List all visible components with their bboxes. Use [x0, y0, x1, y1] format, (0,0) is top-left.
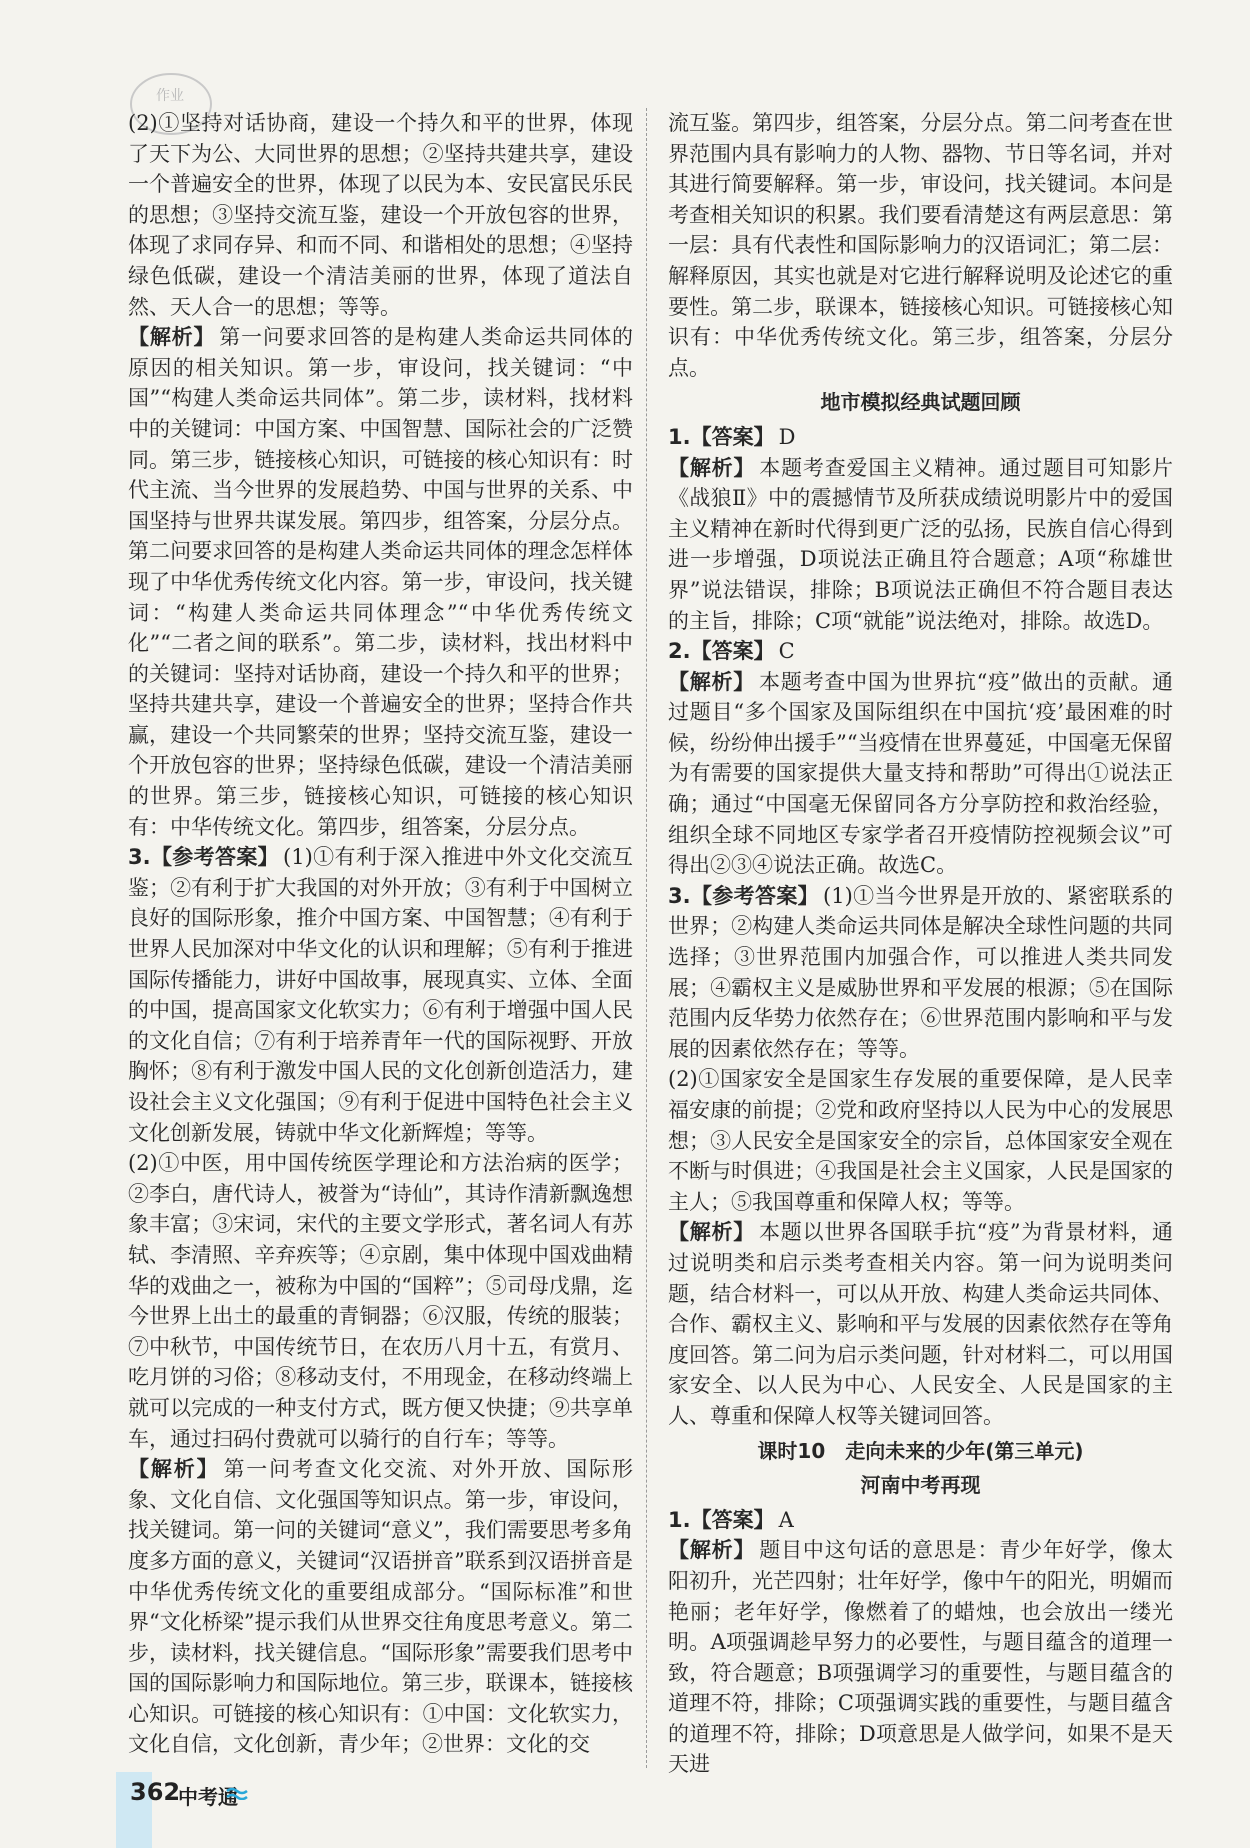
reference-answer-tag: 【参考答案】: [150, 845, 280, 870]
answer-choice: A: [778, 1507, 794, 1532]
analysis-tag: 【解析】: [128, 1457, 220, 1482]
analysis-paragraph: [668, 667, 1173, 881]
analysis-paragraph: [668, 1535, 1173, 1780]
question-1-answer: [668, 1505, 1173, 1536]
analysis-paragraph: [128, 322, 633, 842]
answer-paragraph: (2)①国家安全是国家生存发展的重要保障，是人民幸福安康的前提；②党和政府坚持以人民为中心的发展思想；③人民安全是国家安全的宗旨，总体国家安全观在不断与时俱进；④我国是社会主义国家，人民是国家的主人；⑤我国尊重和保障人权；等等。: [668, 1067, 1173, 1214]
analysis-continued: 流互鉴。第四步，组答案，分层分点。第二问考查在世界范围内具有影响力的人物、器物、节日等名词，并对其进行简要解释。第一步，审设问，找关键词。本问是考查相关知识的积累。我们要看清楚这有两层意思：第一层：具有代表性和国际影响力的汉语词汇；第二层：解释原因，其实也就是对它进行解释说明及论述它的重要性。第二步，联课本，链接核心知识。可链接核心知识有：中华优秀传统文化。第三步，组答案，分层分点。: [668, 111, 1173, 380]
section-heading: 河南中考再现: [860, 1473, 981, 1498]
analysis-tag: 【解析】: [668, 455, 756, 480]
question-number: 2.: [668, 639, 691, 664]
section-heading: 地市模拟经典试题回顾: [820, 390, 1021, 415]
analysis-text: 题目中这句话的意思是：青少年好学，像太阳初升，光芒四射；壮年好学，像中午的阳光，明媚而艳丽；老年好学，像燃着了的蜡烛，也会放出一缕光明。A项强调趁早努力的必要性，与题目蕴含的道理一致，符合题意；B项强调学习的重要性，与题目蕴含的道理不符，排除；C项强调实践的重要性，与题目蕴含的道理不符，排除；D项意思是人做学问，如果不是天天进: [668, 1538, 1174, 1777]
question-3-answer: [128, 842, 633, 1148]
answer-paragraph: (2)①坚持对话协商，建设一个持久和平的世界，体现了天下为公、大同世界的思想；②坚持共建共享，建设一个普遍安全的世界，体现了以民为本、安民富民乐民的思想；③坚持交流互鉴，建设一个开放包容的世界，体现了求同存异、和而不同、和谐相处的思想；④坚持绿色低碳，建设一个清洁美丽的世界，体现了道法自然、天人合一的思想；等等。: [128, 111, 633, 319]
analysis-tag: 【解析】: [668, 1220, 756, 1245]
analysis-text: 本题以世界各国联手抗“疫”为背景材料，通过说明类和启示类考查相关内容。第一问为说明类问题，结合材料一，可以从开放、构建人类命运共同体、合作、霸权主义、影响和平与发展的因素依然存在等角度回答。第二问为启示类问题，针对材料二，可以用国家安全、以人民为中心、人民安全、人民是国家的主人、尊重和保障人权等关键词回答。: [668, 1220, 1173, 1428]
answer-text: (1)①当今世界是开放的、紧密联系的世界；②构建人类命运共同体是解决全球性问题的共同选择；③世界范围内加强合作，可以推进人类共同发展；④霸权主义是威胁世界和平发展的根源；⑤在国际范围内反华势力依然存在；⑥世界范围内影响和平与发展的因素依然存在；等等。: [668, 883, 1173, 1061]
analysis-tag: 【解析】: [668, 1538, 756, 1563]
question-1-answer: [668, 422, 1173, 453]
reference-answer-tag: 【参考答案】: [690, 883, 820, 908]
analysis-text: 本题考查爱国主义精神。通过题目可知影片《战狼Ⅱ》中的震撼情节及所获成绩说明影片中的爱国主义精神在新时代得到更广泛的弘扬，民族自信心得到进一步增强，D项说法正确且符合题意；A项“称雄世界”说法错误，排除；B项说法正确但不符合题目表达的主旨，排除；C项“就能”说法绝对，排除。故选D。: [668, 455, 1174, 633]
answer-text: (1)①有利于深入推进中外文化交流互鉴；②有利于扩大我国的对外开放；③有利于中国树立良好的国际形象，推介中国方案、中国智慧；④有利于世界人民加深对中华文化的认识和理解；⑤有利于推进国际传播能力，讲好中国故事，展现真实、立体、全面的中国，提高国家文化软实力；⑥有利于增强中国人民的文化自信；⑦有利于培养青年一代的国际视野、开放胸怀；⑧有利于激发中国人民的文化创新创造活力，建设社会主义文化强国；⑨有利于促进中国特色社会主义文化创新发展，铸就中华文化新辉煌；等等。: [128, 845, 633, 1145]
answer-tag: 【答案】: [690, 1507, 775, 1532]
analysis-paragraph: [128, 1454, 633, 1760]
answer-paragraph: (2)①中医，用中国传统医学理论和方法治病的医学；②李白，唐代诗人，被誉为“诗仙”，其诗作清新飘逸想象丰富；③宋词，宋代的主要文学形式，著名词人有苏轼、李清照、辛弃疾等；④京剧，集中体现中国戏曲精华的戏曲之一，被称为中国的“国粹”；⑤司母戊鼎，迄今世界上出土的最重的青铜器；⑥汉服，传统的服装；⑦中秋节，中国传统节日，在农历八月十五，有赏月、吃月饼的习俗；⑧移动支付，不用现金，在移动终端上就可以完成的一种支付方式，既方便又快捷；⑨共享单车，通过扫码付费就可以骑行的自行车；等等。: [128, 1151, 633, 1451]
analysis-tag: 【解析】: [668, 669, 756, 694]
analysis-text: 第一问考查文化交流、对外开放、国际形象、文化自信、文化强国等知识点。第一步，审设问，找关键词。第一问的关键词“意义”，我们需要思考多角度多方面的意义，关键词“汉语拼音”联系到汉语拼音是中华优秀传统文化的重要组成部分。“国际标准”和世界“文化桥梁”提示我们从世界交往角度思考意义。第二步，读材料，找关键信息。“国际形象”需要我们思考中国的国际影响力和国际地位。第三步，联课本，链接核心知识。可链接的核心知识有：①中国：文化软实力，文化自信，文化创新，青少年；②世界：文化的交: [128, 1457, 634, 1757]
analysis-text: 第一问要求回答的是构建人类命运共同体的原因的相关知识。第一步，审设问，找关键词：“中国”“构建人类命运共同体”。第二步，读材料，找材料中的关键词：中国方案、中国智慧、国际社会的广泛赞同。第三步，链接核心知识，可链接的核心知识有：时代主流、当今世界的发展趋势、中国与世界的关系、中国坚持与世界共谋发展。第四步，组答案，分层分点。第二问要求回答的是构建人类命运共同体的理念怎样体现了中华优秀传统文化内容。第一步，审设问，找关键词：“构建人类命运共同体理念”“中华优秀传统文化”“二者之间的联系”。第二步，读材料，找出材料中的关键词：坚持对话协商，建设一个持久和平的世界；坚持共建共享，建设一个普遍安全的世界；坚持合作共赢，建设一个共同繁荣的世界；坚持交流互鉴，建设一个开放包容的世界；坚持绿色低碳，建设一个清洁美丽的世界。第三步，链接核心知识，可链接的核心知识有：中华传统文化。第四步，组答案，分层分点。: [128, 325, 634, 839]
brand-wave-icon: [226, 1786, 248, 1800]
column-divider: [646, 108, 647, 1768]
svg-text:作业: 作业: [156, 88, 184, 104]
question-number: 3.: [128, 845, 151, 870]
right-column: [668, 108, 1173, 1780]
question-number: 1.: [668, 424, 691, 449]
analysis-text: 本题考查中国为世界抗“疫”做出的贡献。通过题目“多个国家及国际组织在中国抗‘疫’最困难的时候，纷纷伸出援手”“当疫情在世界蔓延，中国毫无保留为有需要的国家提供大量支持和帮助”可得出①说法正确；通过“中国毫无保留同各方分享防控和救治经验，组织全球不同地区专家学者召开疫情防控视频会议”可得出②③④说法正确。故选C。: [668, 669, 1173, 878]
analysis-tag: 【解析】: [128, 325, 216, 350]
left-column: [128, 108, 633, 1760]
lesson-heading: 课时10 走向未来的少年(第三单元): [757, 1438, 1084, 1463]
answer-choice: D: [778, 424, 796, 449]
question-3-answer: [668, 881, 1173, 1065]
question-number: 1.: [668, 1507, 691, 1532]
answer-choice: C: [778, 639, 795, 664]
question-number: 3.: [668, 883, 691, 908]
answer-tag: 【答案】: [690, 424, 775, 449]
analysis-paragraph: [668, 453, 1173, 637]
analysis-paragraph: [668, 1217, 1173, 1431]
question-2-answer: [668, 636, 1173, 667]
page-number: 362: [130, 1778, 181, 1806]
answer-tag: 【答案】: [690, 639, 775, 664]
brand-name: 中考通: [178, 1785, 238, 1809]
